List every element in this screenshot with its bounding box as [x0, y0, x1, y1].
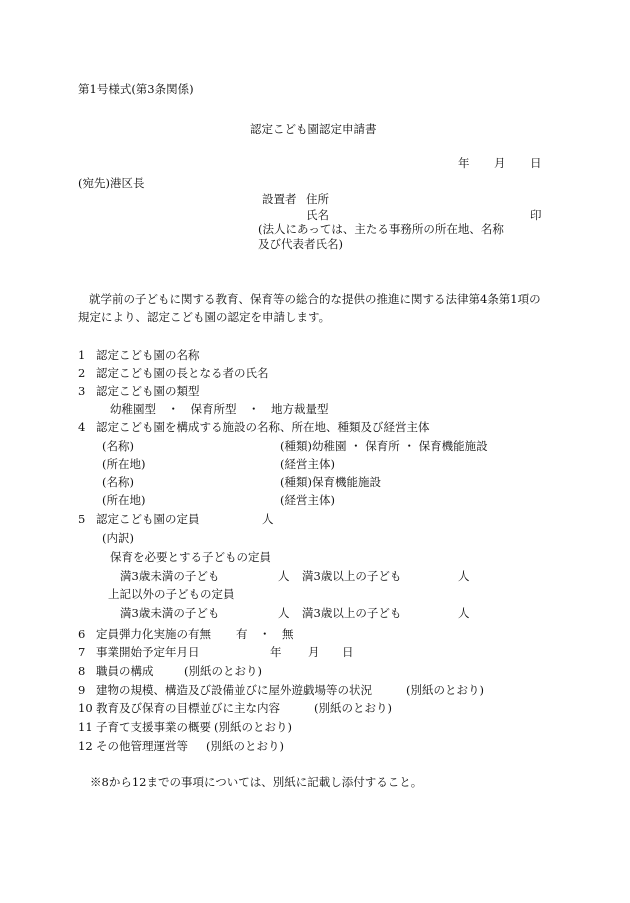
item-6-options: 有 ・ 無	[236, 627, 294, 641]
item-7-number: 7	[78, 645, 86, 659]
item-7-year: 年	[270, 645, 282, 659]
name-label: 氏名	[306, 208, 329, 222]
form-number: 第1号様式(第3条関係)	[78, 82, 194, 96]
group1-under3-unit: 人	[278, 569, 290, 583]
applicant-note-line1: (法人にあっては、主たる事務所の所在地、名称	[258, 222, 504, 236]
applicant-label: 設置者	[262, 192, 297, 206]
footnote: ※8から12までの事項については、別紙に記載し添付すること。	[90, 775, 423, 789]
item-12-text: その他管理運営等	[96, 739, 188, 753]
item-10-note: (別紙のとおり)	[314, 701, 392, 715]
group1-under3-label: 満3歳未満の子ども	[120, 569, 220, 583]
item-12-number: 12	[78, 739, 93, 753]
group1-over3-unit: 人	[458, 569, 470, 583]
item-8-note: (別紙のとおり)	[184, 664, 262, 678]
item-5-number: 5	[78, 512, 86, 526]
item-8-text: 職員の構成	[96, 664, 154, 678]
item-4-number: 4	[78, 420, 86, 434]
capacity-group1-label: 保育を必要とする子どもの定員	[110, 550, 271, 564]
document-title: 認定こども園認定申請書	[250, 122, 377, 136]
item-10-number: 10	[78, 701, 93, 715]
addressee: (宛先)港区長	[78, 176, 145, 190]
item-9-text: 建物の規模、構造及び設備並びに屋外遊戯場等の状況	[96, 683, 372, 697]
item-5-unit: 人	[262, 512, 274, 526]
item-3-options: 幼稚園型 ・ 保育所型 ・ 地方裁量型	[110, 402, 329, 416]
item-5-text: 認定こども園の定員	[96, 512, 200, 526]
group2-under3-label: 満3歳未満の子ども	[120, 606, 220, 620]
group2-over3-unit: 人	[458, 606, 470, 620]
address-label: 住所	[306, 192, 329, 206]
item-1-text: 認定こども園の名称	[96, 348, 200, 362]
facility2-name-label: (名称)	[102, 475, 134, 489]
group2-under3-unit: 人	[278, 606, 290, 620]
item-6-text: 定員弾力化実施の有無	[96, 627, 211, 641]
seal-mark: 印	[530, 208, 542, 222]
facility1-name-label: (名称)	[102, 439, 134, 453]
facility2-kind: (種類)保育機能施設	[280, 475, 381, 489]
body-line2: 規定により、認定こども園の認定を申請します。	[78, 310, 331, 324]
item-3-number: 3	[78, 384, 86, 398]
facility1-location-label: (所在地)	[102, 457, 146, 471]
item-7-text: 事業開始予定年月日	[96, 645, 200, 659]
body-line1: 就学前の子どもに関する教育、保育等の総合的な提供の推進に関する法律第4条第1項の	[89, 292, 541, 306]
facility1-operator-label: (経営主体)	[280, 457, 335, 471]
item-6-number: 6	[78, 627, 86, 641]
capacity-breakdown-label: (内訳)	[102, 531, 134, 545]
facility1-kind: (種類)幼稚園 ・ 保育所 ・ 保育機能施設	[280, 439, 488, 453]
group2-over3-label: 満3歳以上の子ども	[302, 606, 402, 620]
facility2-operator-label: (経営主体)	[280, 493, 335, 507]
facility2-location-label: (所在地)	[102, 493, 146, 507]
date-year: 年	[458, 156, 470, 170]
item-11-number: 11	[78, 720, 93, 734]
date-day: 日	[530, 156, 542, 170]
date-month: 月	[494, 156, 506, 170]
item-3-text: 認定こども園の類型	[96, 384, 200, 398]
item-10-text: 教育及び保育の目標並びに主な内容	[96, 701, 280, 715]
item-4-text: 認定こども園を構成する施設の名称、所在地、種類及び経営主体	[96, 420, 430, 434]
item-11-text: 子育て支援事業の概要	[96, 720, 211, 734]
item-9-note: (別紙のとおり)	[406, 683, 484, 697]
item-1-number: 1	[78, 348, 86, 362]
item-2-text: 認定こども園の長となる者の氏名	[96, 366, 269, 380]
item-9-number: 9	[78, 683, 86, 697]
item-11-note: (別紙のとおり)	[214, 720, 292, 734]
item-2-number: 2	[78, 366, 86, 380]
item-7-day: 日	[342, 645, 354, 659]
group1-over3-label: 満3歳以上の子ども	[302, 569, 402, 583]
applicant-note-line2: 及び代表者氏名)	[258, 237, 343, 251]
item-7-month: 月	[308, 645, 320, 659]
capacity-group2-label: 上記以外の子どもの定員	[108, 587, 235, 601]
item-12-note: (別紙のとおり)	[206, 739, 284, 753]
item-8-number: 8	[78, 664, 86, 678]
